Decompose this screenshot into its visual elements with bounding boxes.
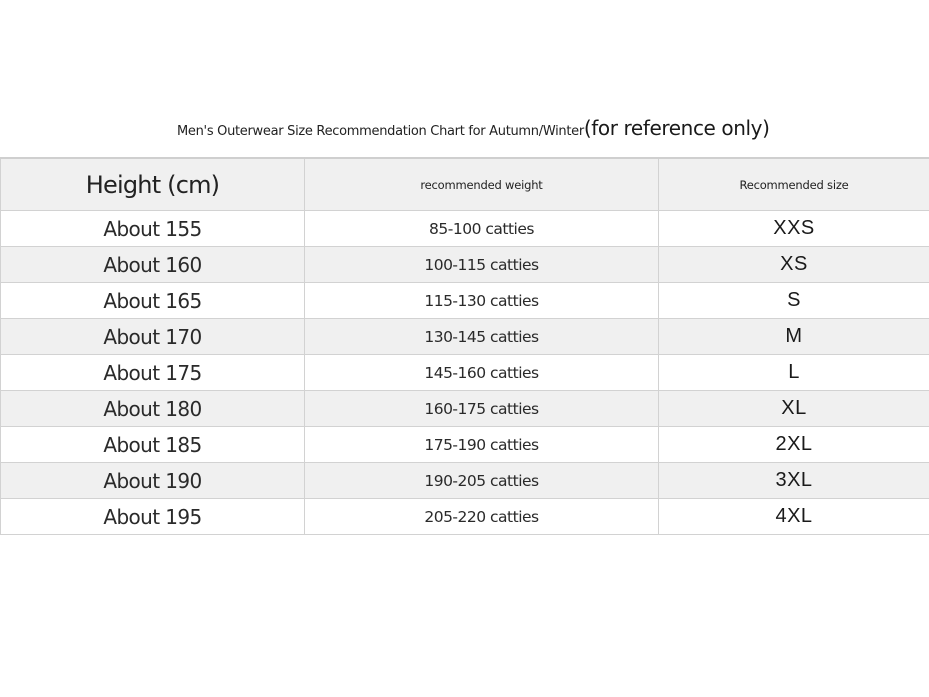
cell-size: S [659, 283, 929, 319]
table-row [1, 319, 929, 355]
cell-weight: 130-145 catties [305, 319, 659, 355]
table-body [1, 211, 929, 535]
cell-weight: 175-190 catties [305, 427, 659, 463]
cell-weight: 115-130 catties [305, 283, 659, 319]
cell-weight: 145-160 catties [305, 355, 659, 391]
table-row [1, 499, 929, 535]
cell-height: About 155 [1, 211, 305, 247]
table-row [1, 391, 929, 427]
cell-height: About 165 [1, 283, 305, 319]
cell-size: XS [659, 247, 929, 283]
cell-size: 3XL [659, 463, 929, 499]
cell-height: About 175 [1, 355, 305, 391]
table-row [1, 283, 929, 319]
chart-title [177, 116, 770, 146]
table-row [1, 463, 929, 499]
cell-weight: 160-175 catties [305, 391, 659, 427]
cell-size: 4XL [659, 499, 929, 535]
cell-weight: 205-220 catties [305, 499, 659, 535]
cell-size: XL [659, 391, 929, 427]
cell-weight: 100-115 catties [305, 247, 659, 283]
cell-size: 2XL [659, 427, 929, 463]
cell-size: L [659, 355, 929, 391]
header-height: Height (cm) [1, 158, 305, 211]
table-row [1, 427, 929, 463]
chart-title-note: (for reference only) [583, 116, 770, 140]
cell-height: About 170 [1, 319, 305, 355]
cell-height: About 185 [1, 427, 305, 463]
cell-size: M [659, 319, 929, 355]
table-row [1, 355, 929, 391]
cell-height: About 195 [1, 499, 305, 535]
cell-weight: 190-205 catties [305, 463, 659, 499]
table-header-row [1, 158, 929, 211]
header-size: Recommended size [659, 158, 929, 211]
cell-size: XXS [659, 211, 929, 247]
table-row [1, 211, 929, 247]
size-table [0, 157, 929, 535]
cell-weight: 85-100 catties [305, 211, 659, 247]
table-row [1, 247, 929, 283]
cell-height: About 180 [1, 391, 305, 427]
header-weight: recommended weight [305, 158, 659, 211]
cell-height: About 190 [1, 463, 305, 499]
cell-height: About 160 [1, 247, 305, 283]
chart-title-main: Men's Outerwear Size Recommendation Chart for Autumn/Winter [177, 124, 584, 139]
